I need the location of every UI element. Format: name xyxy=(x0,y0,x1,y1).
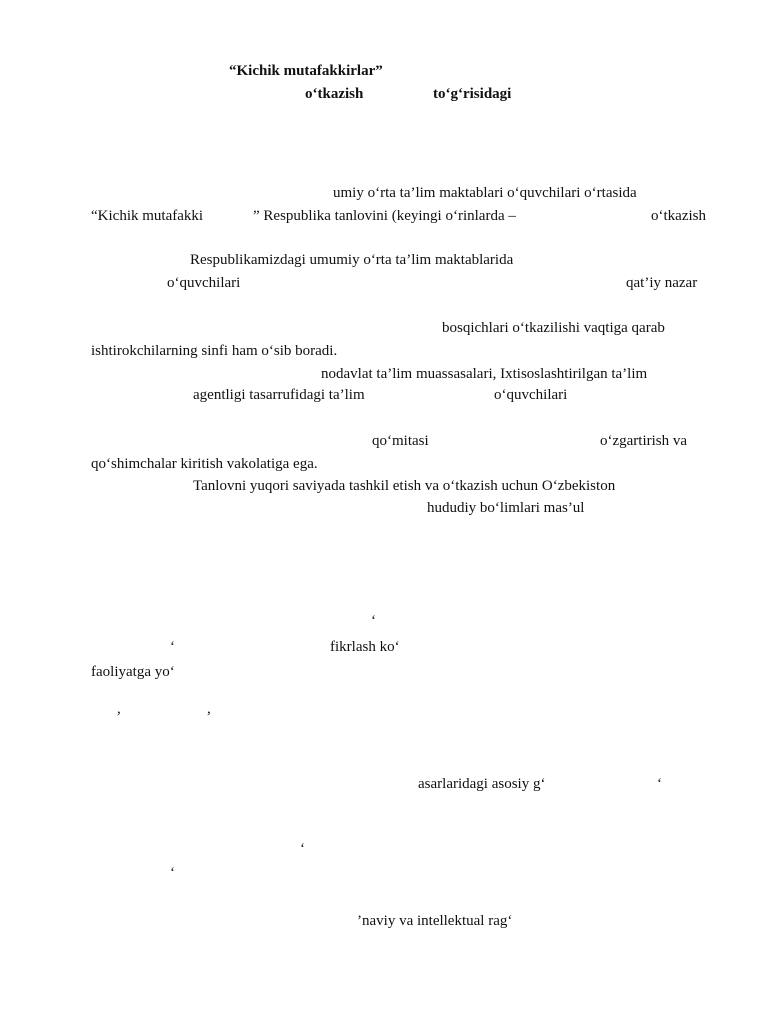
title-line-1: “Kichik mutafakkirlar” xyxy=(229,63,383,79)
quote-mark-2: ‘ xyxy=(170,639,175,655)
p5-line-2: qo‘shimchalar kiritish vakolatiga ega. xyxy=(91,456,318,472)
title-line-2-part-a: o‘tkazish xyxy=(305,86,364,102)
naviy-fragment: ’naviy va intellektual rag‘ xyxy=(357,913,513,929)
p2-line-2-part-b: qat’iy nazar xyxy=(626,275,698,291)
asarlari-fragment: asarlaridagi asosiy g‘ xyxy=(418,776,546,792)
comma-2: , xyxy=(207,701,211,717)
p3-line-1: bosqichlari o‘tkazilishi vaqtiga qarab xyxy=(442,320,665,336)
quote-mark-1: ‘ xyxy=(371,613,376,629)
p1-line-2-part-b: ” Respublika tanlovini (keyingi o‘rinlarda – xyxy=(253,208,516,224)
p4-line-1: nodavlat ta’lim muassasalari, Ixtisoslashtirilgan ta’lim xyxy=(321,366,648,382)
p2-line-2-part-a: o‘quvchilari xyxy=(167,275,241,291)
p3-line-2: ishtirokchilarning sinfi ham o‘sib boradi. xyxy=(91,343,338,359)
p5-line-1-part-b: o‘zgartirish va xyxy=(600,433,688,449)
p6-line-1: Tanlovni yuqori saviyada tashkil etish va o‘tkazish uchun O‘zbekiston xyxy=(193,478,616,494)
quote-mark-4: ‘ xyxy=(300,841,305,857)
p4-line-2-part-b: o‘quvchilari xyxy=(494,387,568,403)
p1-line-2-part-c: o‘tkazish xyxy=(651,208,706,224)
p4-line-2-part-a: agentligi tasarrufidagi ta’lim xyxy=(193,387,365,403)
p5-line-1-part-a: qo‘mitasi xyxy=(372,433,429,449)
p2-line-1: Respublikamizdagi umumiy o‘rta ta’lim maktablarida xyxy=(190,252,514,268)
faoliyat-fragment: faoliyatga yo‘ xyxy=(91,664,175,680)
p6-line-2: hududiy bo‘limlari mas’ul xyxy=(427,500,585,516)
comma-1: , xyxy=(117,701,121,717)
quote-mark-5: ‘ xyxy=(170,865,175,881)
quote-mark-3: ‘ xyxy=(657,776,662,792)
title-line-2-part-b: to‘g‘risidagi xyxy=(433,86,512,102)
p1-line-2-part-a: “Kichik mutafakki xyxy=(91,208,204,224)
fikrlash-fragment: fikrlash ko‘ xyxy=(330,639,400,655)
p1-line-1: umiy o‘rta ta’lim maktablari o‘quvchilari o‘rtasida xyxy=(333,185,637,201)
